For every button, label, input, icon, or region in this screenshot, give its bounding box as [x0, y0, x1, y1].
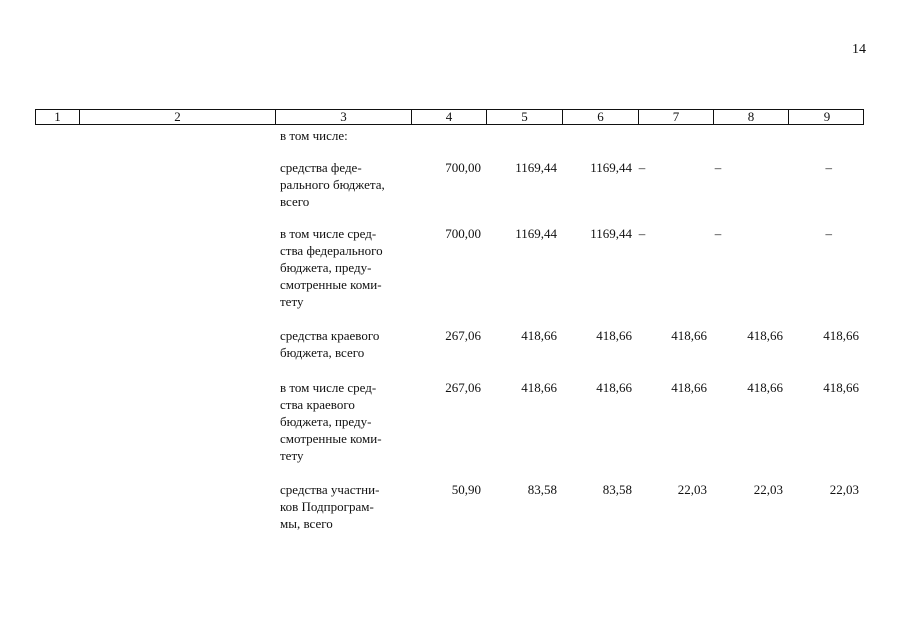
- header-cell-2: 2: [79, 110, 275, 124]
- header-cell-9: 9: [788, 110, 865, 124]
- row-3-label: средства краевого бюджета, всего: [280, 328, 380, 360]
- row-2-col-9: –: [825, 226, 832, 241]
- row-3-col-6: 418,66: [596, 328, 632, 343]
- row-4-col-6: 418,66: [596, 380, 632, 395]
- row-1-label: средства феде- рального бюджета, всего: [280, 160, 385, 209]
- row-2-col-5: 1169,44: [515, 226, 557, 241]
- row-5-col-9: 22,03: [829, 482, 859, 497]
- row-4-col-7: 418,66: [671, 380, 707, 395]
- row-4-col-8: 418,66: [747, 380, 783, 395]
- row-2-col-7: –: [638, 226, 646, 241]
- row-2-col-8: –: [714, 226, 722, 241]
- header-cell-7: 7: [638, 110, 713, 124]
- row-3-col-5: 418,66: [521, 328, 557, 343]
- row-1-col-7: –: [638, 160, 646, 175]
- header-cell-8: 8: [713, 110, 788, 124]
- page-number: 14: [852, 42, 866, 57]
- row-2-col-6: 1169,44: [590, 226, 632, 241]
- header-cell-1: 1: [54, 109, 61, 124]
- row-5-col-8: 22,03: [753, 482, 783, 497]
- row-5-label: средства участни- ков Подпрограм- мы, всего: [280, 482, 380, 531]
- header-cell-5: 5: [486, 110, 562, 124]
- row-1-col-4: 700,00: [445, 160, 481, 175]
- row-4-col-9: 418,66: [823, 380, 859, 395]
- row-4-label: в том числе сред- ства краевого бюджета, преду- смотренные коми- тету: [280, 380, 382, 463]
- row-5-col-7: 22,03: [677, 482, 707, 497]
- row-3-col-8: 418,66: [747, 328, 783, 343]
- row-4-col-5: 418,66: [521, 380, 557, 395]
- subheading: в том числе:: [280, 128, 348, 143]
- header-cell-6: 6: [562, 110, 638, 124]
- row-3-col-9: 418,66: [823, 328, 859, 343]
- row-5-col-4: 50,90: [451, 482, 481, 497]
- row-2-label: в том числе сред- ства федерального бюджета, преду- смотренные коми- тету: [280, 226, 383, 309]
- row-3-col-4: 267,06: [445, 328, 481, 343]
- row-5-col-5: 83,58: [527, 482, 557, 497]
- header-cell-3: 3: [275, 110, 411, 124]
- table-header-row: [35, 109, 864, 125]
- row-1-col-8: –: [714, 160, 722, 175]
- row-1-col-6: 1169,44: [590, 160, 632, 175]
- row-4-col-4: 267,06: [445, 380, 481, 395]
- row-5-col-6: 83,58: [602, 482, 632, 497]
- header-cell-4: 4: [411, 110, 486, 124]
- row-3-col-7: 418,66: [671, 328, 707, 343]
- row-2-col-4: 700,00: [445, 226, 481, 241]
- row-1-col-9: –: [825, 160, 832, 175]
- row-1-col-5: 1169,44: [515, 160, 557, 175]
